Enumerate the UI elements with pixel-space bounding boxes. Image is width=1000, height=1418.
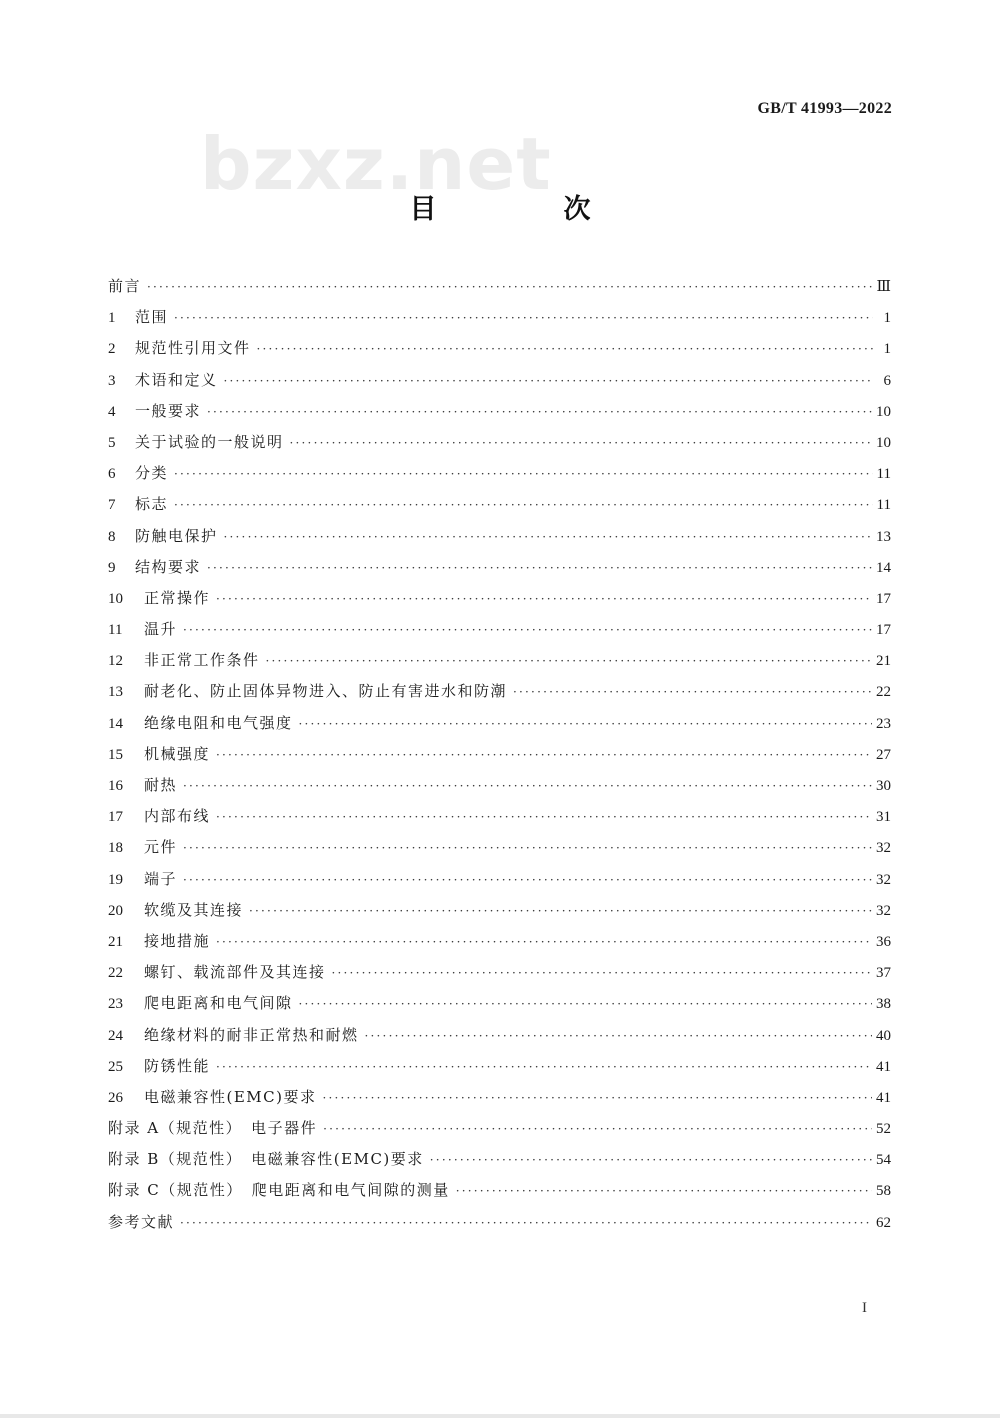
toc-dot-leader <box>216 1052 872 1083</box>
toc-entry-page: 38 <box>876 996 891 1013</box>
toc-entry-title: 接地措施 <box>144 931 211 950</box>
toc-entry-title: 附录 B（规范性） 电磁兼容性(EMC)要求 <box>108 1150 424 1169</box>
toc-dot-leader <box>266 646 872 677</box>
toc-entry-title: 绝缘材料的耐非正常热和耐燃 <box>144 1025 359 1044</box>
toc-entry-number: 17 <box>108 809 123 826</box>
toc-entry-title: 正常操作 <box>144 588 211 607</box>
toc-entry-title: 机械强度 <box>144 744 211 763</box>
toc-entry-title: 范围 <box>135 308 169 327</box>
toc-entry-number: 25 <box>108 1058 123 1075</box>
toc-entry-page: 14 <box>876 559 891 576</box>
toc-entry-page: 11 <box>876 466 891 483</box>
toc-entry[interactable] <box>108 1020 891 1051</box>
toc-entry-title: 软缆及其连接 <box>144 900 244 919</box>
toc-dot-leader <box>224 366 873 397</box>
toc-dot-leader <box>183 771 872 802</box>
toc-entry-page: 54 <box>876 1152 891 1169</box>
table-of-contents <box>108 271 891 1238</box>
toc-dot-leader <box>174 303 873 334</box>
toc-entry-page: 1 <box>883 341 891 358</box>
toc-entry-page: 13 <box>876 528 891 545</box>
toc-entry[interactable] <box>108 1051 891 1082</box>
watermark: bzxz.net <box>200 122 552 206</box>
toc-entry-page: 41 <box>876 1058 891 1075</box>
toc-dot-leader <box>456 1176 872 1207</box>
toc-entry-title: 术语和定义 <box>135 370 218 389</box>
toc-entry-number: 13 <box>108 684 123 701</box>
toc-entry-number: 14 <box>108 715 123 732</box>
toc-entry-title: 非正常工作条件 <box>144 651 260 670</box>
toc-entry[interactable] <box>108 676 891 707</box>
toc-entry[interactable] <box>108 614 891 645</box>
toc-entry[interactable] <box>108 864 891 895</box>
toc-dot-leader <box>224 522 872 553</box>
toc-entry[interactable] <box>108 552 891 583</box>
toc-entry-number: 4 <box>108 403 116 420</box>
toc-entry-number: 9 <box>108 559 116 576</box>
toc-dot-leader <box>290 428 872 459</box>
toc-entry[interactable] <box>108 427 891 458</box>
toc-entry[interactable] <box>108 957 891 988</box>
toc-entry-title: 绝缘电阻和电气强度 <box>144 713 293 732</box>
toc-entry-number: 1 <box>108 310 116 327</box>
toc-entry[interactable] <box>108 708 891 739</box>
toc-entry[interactable] <box>108 458 891 489</box>
toc-dot-leader <box>513 677 872 708</box>
toc-entry-page: 10 <box>876 403 891 420</box>
toc-entry-title: 规范性引用文件 <box>135 339 251 358</box>
toc-entry-title: 耐老化、防止固体异物进入、防止有害进水和防潮 <box>144 682 508 701</box>
toc-dot-leader <box>299 989 872 1020</box>
toc-dot-leader <box>174 490 873 521</box>
toc-entry-title: 爬电距离和电气间隙 <box>144 994 293 1013</box>
toc-entry[interactable] <box>108 489 891 520</box>
toc-entry-page: 6 <box>883 372 891 389</box>
toc-entry[interactable] <box>108 926 891 957</box>
toc-dot-leader <box>147 272 873 303</box>
toc-entry-page: 1 <box>883 310 891 327</box>
toc-entry[interactable] <box>108 365 891 396</box>
toc-entry-title: 参考文献 <box>108 1212 175 1231</box>
toc-dot-leader <box>207 397 872 428</box>
toc-entry-page: 22 <box>876 684 891 701</box>
toc-entry[interactable] <box>108 583 891 614</box>
toc-entry[interactable] <box>108 770 891 801</box>
toc-entry-page: 17 <box>876 590 891 607</box>
toc-entry-page: 30 <box>876 778 891 794</box>
toc-dot-leader <box>365 1021 872 1052</box>
toc-dot-leader <box>216 740 872 771</box>
toc-entry[interactable] <box>108 801 891 832</box>
toc-entry-number: 3 <box>108 372 116 389</box>
toc-dot-leader <box>323 1083 873 1114</box>
toc-dot-leader <box>180 1208 872 1239</box>
toc-entry[interactable] <box>108 1144 891 1175</box>
toc-entry-title: 防触电保护 <box>135 526 218 545</box>
toc-entry-title: 温升 <box>144 620 178 639</box>
toc-entry-number: 26 <box>108 1089 123 1106</box>
standard-code: GB/T 41993—2022 <box>757 100 892 117</box>
toc-entry-number: 19 <box>108 871 123 888</box>
toc-entry-number: 16 <box>108 778 123 794</box>
toc-entry-title: 元件 <box>144 838 178 857</box>
toc-entry-number: 6 <box>108 466 116 483</box>
toc-entry-title: 结构要求 <box>135 557 202 576</box>
toc-dot-leader <box>183 615 872 646</box>
toc-entry[interactable] <box>108 645 891 676</box>
toc-entry[interactable] <box>108 739 891 770</box>
toc-entry-page: 11 <box>876 497 891 514</box>
toc-entry-title: 分类 <box>135 464 169 483</box>
page-number: I <box>862 1300 867 1316</box>
toc-entry-title: 防锈性能 <box>144 1056 211 1075</box>
toc-entry[interactable] <box>108 832 891 863</box>
toc-entry[interactable] <box>108 1175 891 1206</box>
toc-entry-number: 7 <box>108 497 116 514</box>
toc-entry-page: 32 <box>876 840 891 857</box>
toc-dot-leader <box>257 334 873 365</box>
toc-dot-leader <box>299 709 872 740</box>
toc-entry-page: 52 <box>876 1121 891 1138</box>
toc-entry-title: 附录 A（规范性） 电子器件 <box>108 1119 318 1138</box>
toc-entry-page: 27 <box>876 746 891 763</box>
toc-entry-title: 耐热 <box>144 776 178 794</box>
toc-entry[interactable] <box>108 988 891 1019</box>
toc-dot-leader <box>323 1114 872 1145</box>
toc-entry-page: 37 <box>876 965 891 982</box>
toc-entry-title: 螺钉、载流部件及其连接 <box>144 963 326 982</box>
page-edge-divider <box>0 1414 1000 1418</box>
toc-dot-leader <box>332 958 872 989</box>
toc-entry-number: 8 <box>108 528 116 545</box>
toc-entry-page: 41 <box>876 1089 891 1106</box>
toc-title: 目 次 <box>409 194 641 225</box>
toc-entry[interactable] <box>108 521 891 552</box>
toc-entry[interactable] <box>108 333 891 364</box>
toc-entry[interactable] <box>108 1207 891 1238</box>
toc-entry-page: 23 <box>876 715 891 732</box>
toc-dot-leader <box>183 833 872 864</box>
toc-entry-number: 5 <box>108 434 116 451</box>
toc-dot-leader <box>249 896 872 927</box>
toc-entry[interactable] <box>108 1113 891 1144</box>
toc-dot-leader <box>174 459 873 490</box>
toc-entry-page: 32 <box>876 902 891 919</box>
toc-entry-page: 10 <box>876 434 891 451</box>
toc-entry-number: 21 <box>108 933 123 950</box>
toc-entry[interactable] <box>108 895 891 926</box>
toc-entry[interactable] <box>108 271 891 302</box>
toc-dot-leader <box>183 865 872 896</box>
toc-entry-number: 20 <box>108 902 123 919</box>
toc-entry-title: 电磁兼容性(EMC)要求 <box>144 1087 317 1106</box>
toc-entry-number: 12 <box>108 653 123 670</box>
toc-entry-number: 2 <box>108 341 116 358</box>
toc-entry-title: 端子 <box>144 869 178 888</box>
toc-dot-leader <box>216 584 872 615</box>
toc-entry-title: 关于试验的一般说明 <box>135 432 284 451</box>
toc-entry-page: Ⅲ <box>876 279 891 295</box>
toc-dot-leader <box>430 1145 872 1176</box>
toc-entry-page: 36 <box>876 933 891 950</box>
toc-entry-page: 40 <box>876 1027 891 1044</box>
toc-entry[interactable] <box>108 396 891 427</box>
toc-entry-number: 10 <box>108 590 123 607</box>
toc-entry-page: 62 <box>876 1214 891 1231</box>
toc-entry-title: 内部布线 <box>144 807 211 826</box>
toc-dot-leader <box>207 553 872 584</box>
toc-entry[interactable] <box>108 1082 891 1113</box>
toc-entry-number: 23 <box>108 996 123 1013</box>
toc-entry-title: 标志 <box>135 495 169 514</box>
toc-entry-page: 21 <box>876 653 891 670</box>
toc-entry-page: 17 <box>876 622 891 639</box>
toc-entry-title: 前言 <box>108 277 142 295</box>
toc-entry-number: 11 <box>108 622 123 639</box>
toc-dot-leader <box>216 927 872 958</box>
toc-dot-leader <box>216 802 872 833</box>
toc-entry-number: 15 <box>108 746 123 763</box>
toc-entry-number: 24 <box>108 1027 123 1044</box>
toc-entry-title: 附录 C（规范性） 爬电距离和电气间隙的测量 <box>108 1181 450 1200</box>
toc-entry-page: 58 <box>876 1183 891 1200</box>
toc-entry-title: 一般要求 <box>135 401 202 420</box>
toc-entry-number: 22 <box>108 965 123 982</box>
toc-entry[interactable] <box>108 302 891 333</box>
toc-entry-page: 31 <box>876 809 891 826</box>
toc-entry-number: 18 <box>108 840 123 857</box>
toc-entry-page: 32 <box>876 871 891 888</box>
